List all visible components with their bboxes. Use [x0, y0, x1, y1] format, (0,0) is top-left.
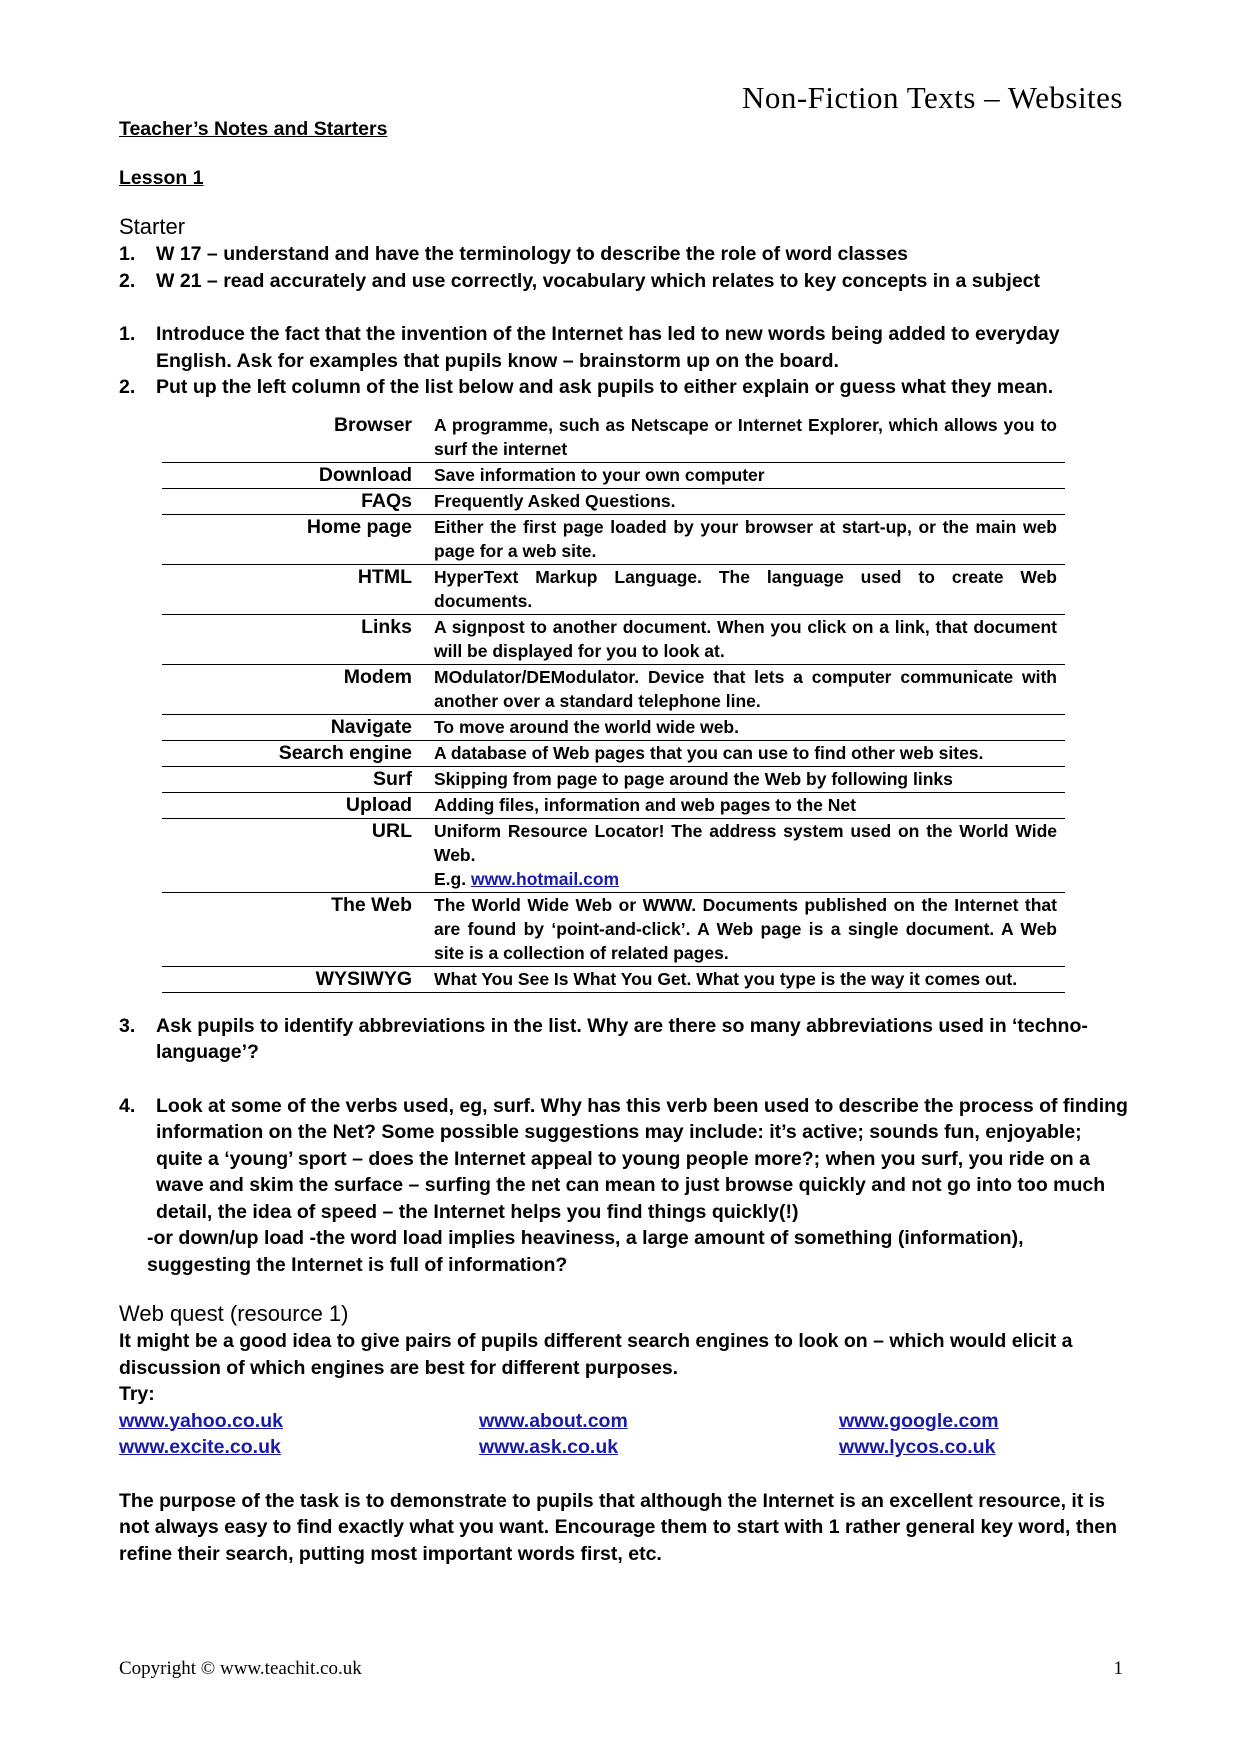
table-row: Upload Adding files, information and web pages to the Net	[162, 792, 1065, 818]
purpose-paragraph: The purpose of the task is to demonstrate to pupils that although the Internet is an excellent resource, it is not always easy to find exactly what you want. Encourage them to start with 1 rather general key word, then refine their search, putting most important words first, etc.	[119, 1489, 1117, 1565]
web-quest-intro: It might be a good idea to give pairs of pupils different search engines to look on – which would elicit a discussion of which engines are best for different purposes.	[119, 1330, 1073, 1379]
table-row: HTML HyperText Markup Language. The language used to create Web documents.	[162, 564, 1065, 614]
table-row: URL Uniform Resource Locator! The address system used on the World Wide Web. E.g. www.hotmail.com	[162, 818, 1065, 892]
lycos-link[interactable]: www.lycos.co.uk	[839, 1436, 996, 1458]
hotmail-link[interactable]: www.hotmail.com	[470, 868, 620, 889]
table-row: The Web The World Wide Web or WWW. Documents published on the Internet that are found by ‘point-and-click’. A Web page is a single document. A Web site is a collection of related pages.	[162, 892, 1065, 966]
table-row: Home page Either the first page loaded by your browser at start-up, or the main web page for a web site.	[162, 514, 1065, 564]
table-row: Navigate To move around the world wide web.	[162, 714, 1065, 740]
followup-list-2	[119, 1093, 1129, 1226]
list-item: 3. Ask pupils to identify abbreviations in the list. Why are there so many abbreviations used in ‘techno-language’?	[119, 1014, 1088, 1063]
table-row: Links A signpost to another document. When you click on a link, that document will be displayed for you to look at.	[162, 614, 1065, 664]
page-number: 1	[1113, 1658, 1123, 1679]
table-row: Surf Skipping from page to page around the Web by following links	[162, 766, 1065, 792]
about-link[interactable]: www.about.com	[479, 1409, 628, 1432]
ask-link[interactable]: www.ask.co.uk	[479, 1436, 619, 1458]
try-label: Try:	[119, 1383, 155, 1405]
yahoo-link[interactable]: www.yahoo.co.uk	[119, 1409, 283, 1432]
table-row: FAQs Frequently Asked Questions.	[162, 488, 1065, 514]
glossary-table	[162, 413, 1065, 993]
table-row: Search engine A database of Web pages that you can use to find other web sites.	[162, 740, 1065, 766]
copyright-footer: Copyright © www.teachit.co.uk	[119, 1658, 362, 1679]
followup-extra-2: suggesting the Internet is full of information?	[147, 1253, 568, 1276]
list-item: 1. W 17 – understand and have the terminology to describe the role of word classes	[119, 243, 909, 265]
starter-heading: Starter	[119, 214, 186, 239]
web-quest-heading: Web quest (resource 1)	[119, 1301, 349, 1326]
list-item: 2. W 21 – read accurately and use correctly, vocabulary which relates to key concepts in a subject	[119, 269, 1041, 292]
excite-link[interactable]: www.excite.co.uk	[119, 1436, 281, 1458]
list-item: 1. Introduce the fact that the invention of the Internet has led to new words being added to everyday English. Ask for examples that pupils know – brainstorm up on the board.	[119, 323, 1060, 372]
table-row: Download Save information to your own computer	[162, 462, 1065, 488]
steps-list	[119, 321, 1129, 401]
list-item: 2. Put up the left column of the list below and ask pupils to either explain or guess what they mean.	[119, 376, 1054, 398]
list-item: 4. Look at some of the verbs used, eg, surf. Why has this verb been used to describe the process of finding information on the Net? Some possible suggestions may include: it’s active; sounds fun, enjoyable; quite a ‘young’ sport – does the Internet appeal to young people more?; when you surf, you ride on a wave and skim the surface – surfing the net can mean to just browse quickly and not go into too much detail, the idea of speed – the Internet helps you find things quickly(!)	[119, 1094, 1128, 1223]
lesson-heading: Lesson 1	[119, 166, 204, 189]
google-link[interactable]: www.google.com	[839, 1409, 999, 1432]
table-row: WYSIWYG What You See Is What You Get. What you type is the way it comes out.	[162, 966, 1065, 992]
document-body	[119, 116, 1129, 1567]
page-header-title: Non-Fiction Texts – Websites	[741, 80, 1123, 115]
table-row: Modem MOdulator/DEModulator. Device that lets a computer communicate with another over a standard telephone line.	[162, 664, 1065, 714]
followup-list	[119, 1013, 1129, 1066]
objectives-list	[119, 241, 1129, 294]
followup-extra-1: -or down/up load -the word load implies heaviness, a large amount of something (information),	[147, 1227, 1024, 1249]
table-row: Browser A programme, such as Netscape or Internet Explorer, which allows you to surf the internet	[162, 413, 1065, 463]
notes-heading: Teacher’s Notes and Starters	[119, 118, 388, 140]
search-engine-links	[119, 1408, 1129, 1461]
